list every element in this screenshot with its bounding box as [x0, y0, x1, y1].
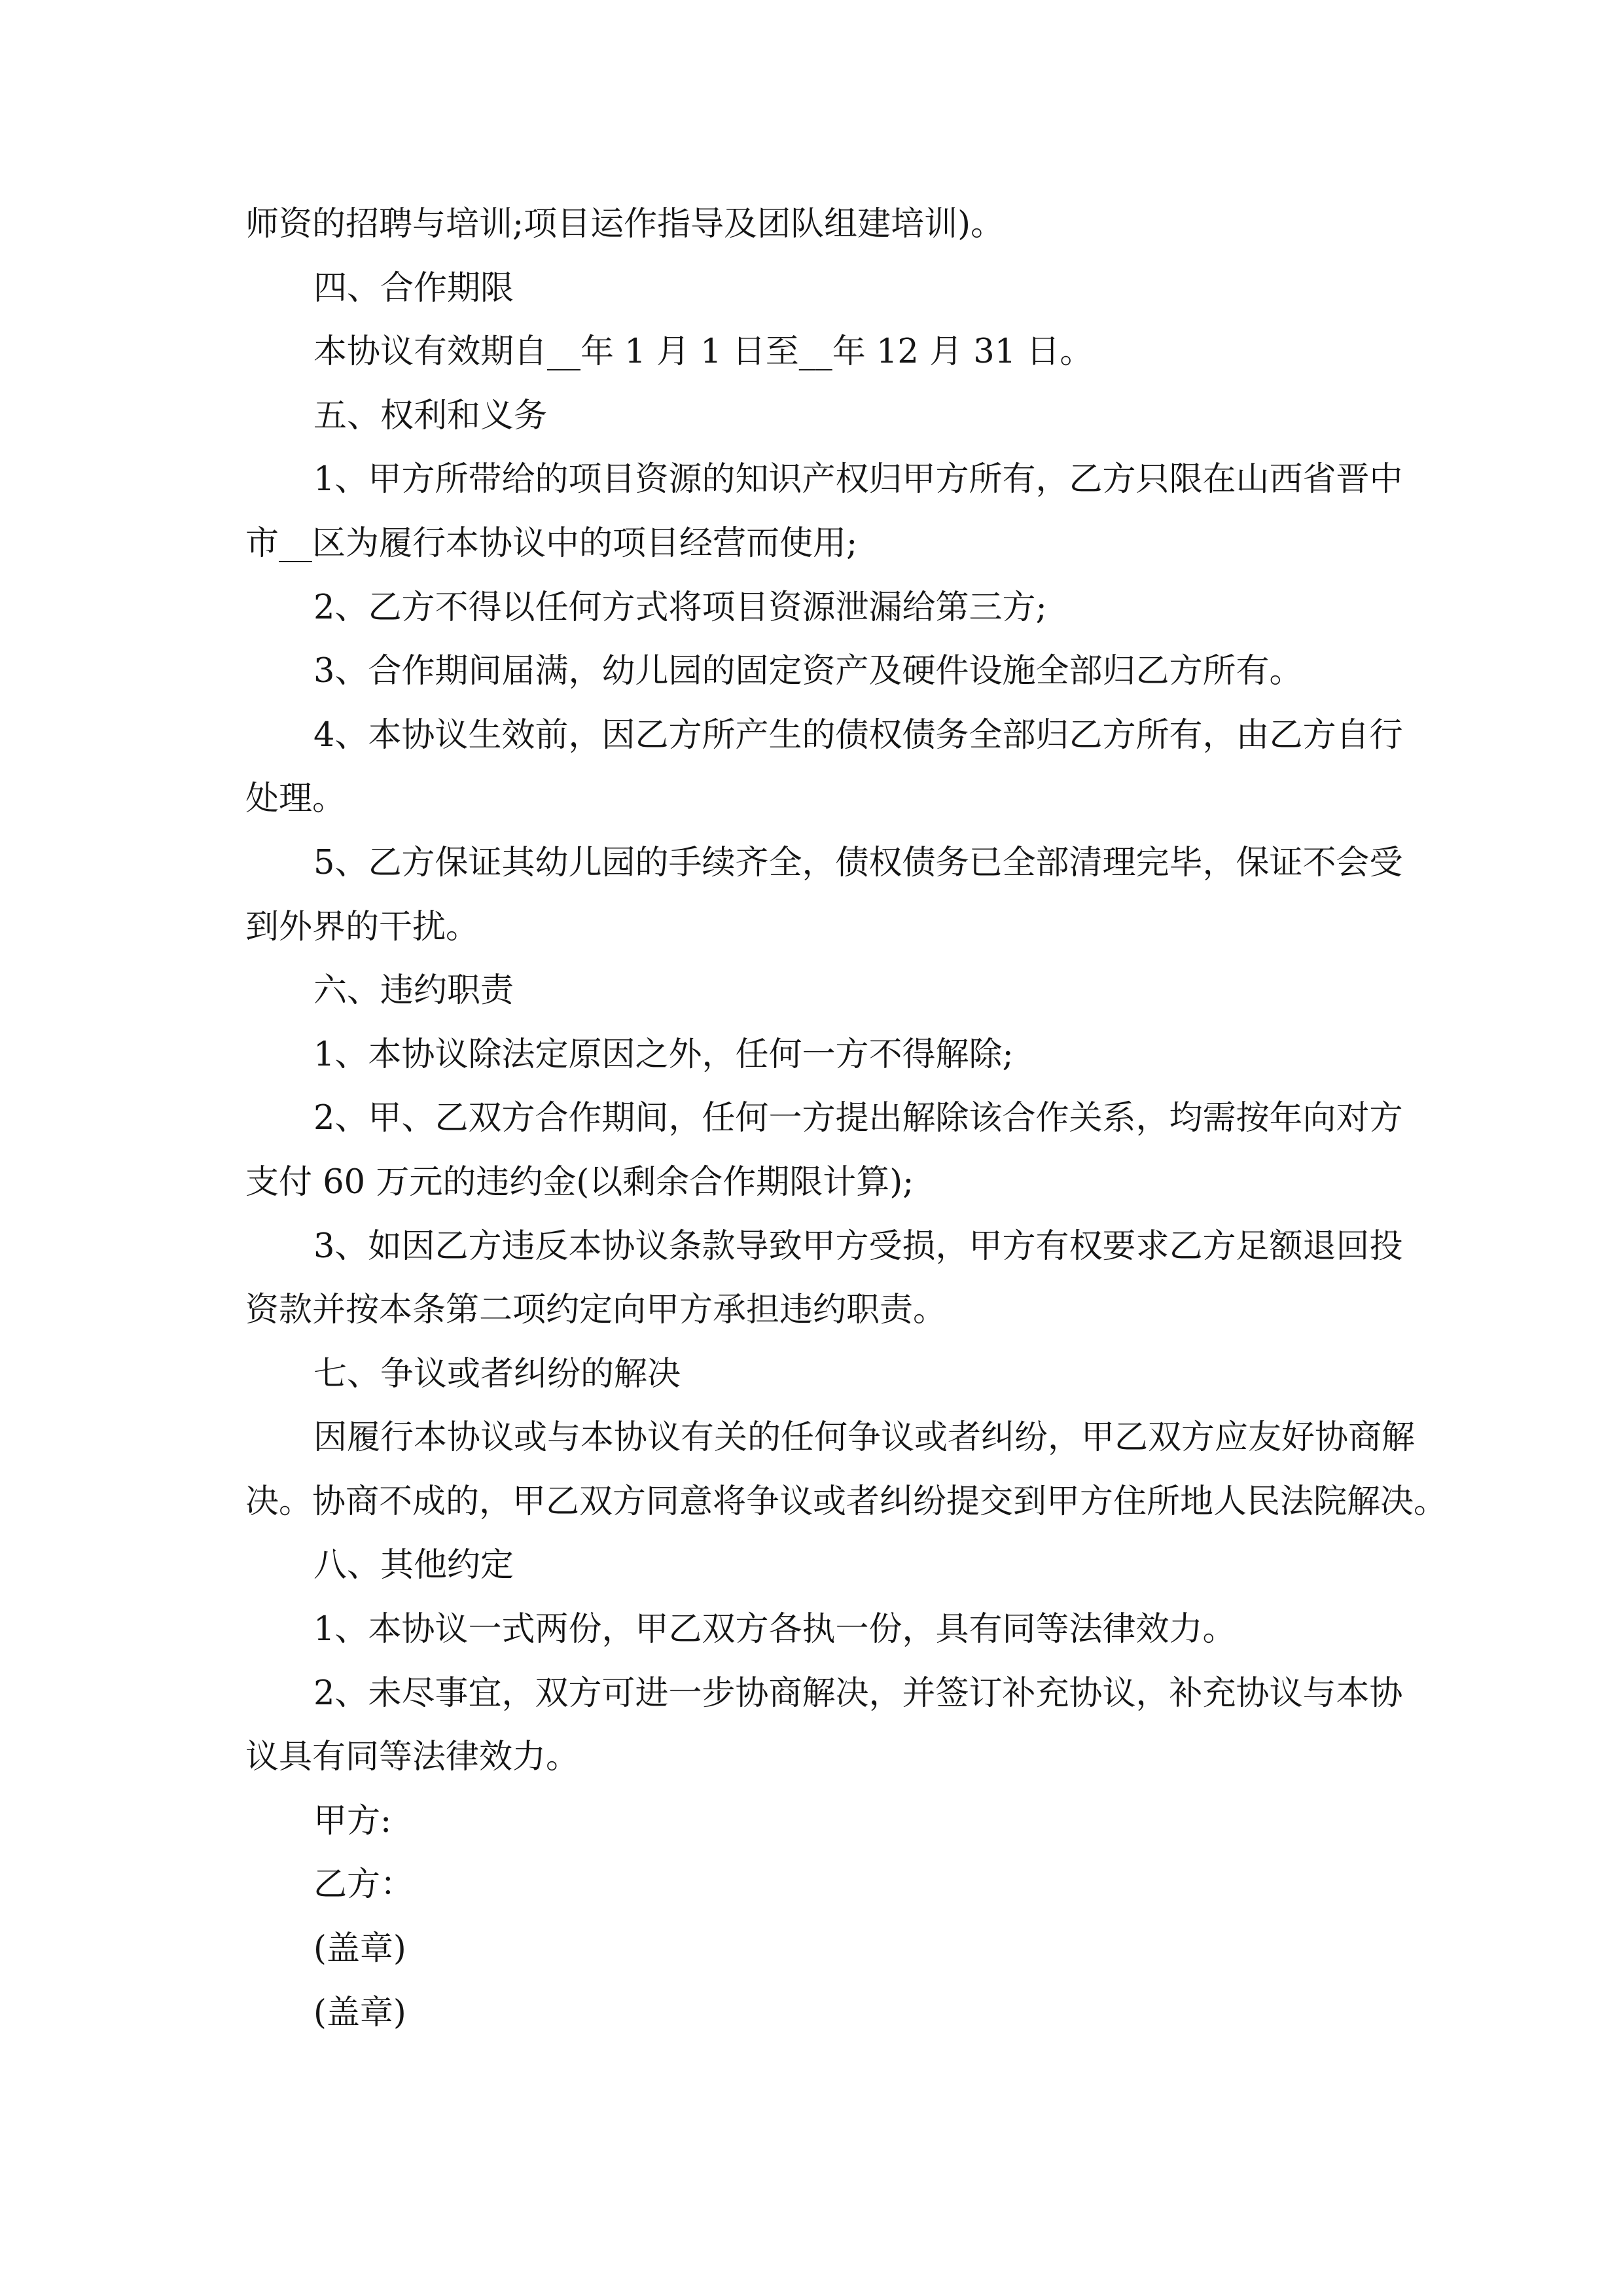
seal-label: (盖章)	[313, 1929, 406, 1969]
text-line: 市__区为履行本协议中的项目经营而使用;	[245, 524, 858, 563]
text-line: 4、本协议生效前，因乙方所产生的债权债务全部归乙方所有，由乙方自行	[313, 715, 1403, 755]
party-b-signature-label: 乙方：	[313, 1865, 414, 1905]
text-line: 议具有同等法律效力。	[245, 1738, 580, 1777]
text-line: 因履行本协议或与本协议有关的任何争议或者纠纷，甲乙双方应友好协商解	[313, 1418, 1416, 1458]
party-a-signature-label: 甲方:	[313, 1801, 392, 1840]
text-line: 到外界的干扰。	[245, 907, 480, 946]
text-line: 2、未尽事宜，双方可进一步协商解决，并签订补充协议，补充协议与本协	[313, 1674, 1403, 1713]
text-line: 决。协商不成的，甲乙双方同意将争议或者纠纷提交到甲方住所地人民法院解决。	[245, 1482, 1448, 1521]
section-heading-disputes: 七、争议或者纠纷的解决	[313, 1354, 681, 1393]
document-body	[245, 192, 1448, 2045]
text-line: 师资的招聘与培训;项目运作指导及团队组建培训)。	[245, 205, 1005, 243]
text-line: 2、甲、乙双方合作期间，任何一方提出解除该合作关系，均需按年向对方	[313, 1099, 1403, 1138]
seal-label: (盖章)	[313, 1993, 406, 2032]
text-line: 支付 60 万元的违约金(以剩余合作期限计算);	[245, 1162, 914, 1202]
text-line: 1、本协议一式两份，甲乙双方各执一份，具有同等法律效力。	[313, 1610, 1236, 1649]
section-heading-breach: 六、违约职责	[313, 971, 514, 1011]
text-line: 5、乙方保证其幼儿园的手续齐全，债权债务已全部清理完毕，保证不会受	[313, 843, 1403, 882]
section-heading-other: 八、其他约定	[313, 1546, 514, 1585]
text-line: 本协议有效期自__年 1 月 1 日至__年 12 月 31 日。	[313, 332, 1094, 372]
text-line: 资款并按本条第二项约定向甲方承担违约职责。	[245, 1291, 947, 1330]
section-heading-rights: 五、权利和义务	[313, 396, 548, 435]
text-line: 2、乙方不得以任何方式将项目资源泄漏给第三方;	[313, 588, 1047, 627]
text-line: 处理。	[245, 780, 346, 819]
text-line: 3、合作期间届满，幼儿园的固定资产及硬件设施全部归乙方所有。	[313, 652, 1303, 691]
text-line: 1、甲方所带给的项目资源的知识产权归甲方所有，乙方只限在山西省晋中	[313, 460, 1403, 499]
text-line: 1、本协议除法定原因之外，任何一方不得解除;	[313, 1035, 1014, 1074]
section-heading-term: 四、合作期限	[313, 268, 514, 308]
text-line: 3、如因乙方违反本协议条款导致甲方受损，甲方有权要求乙方足额退回投	[313, 1227, 1403, 1266]
